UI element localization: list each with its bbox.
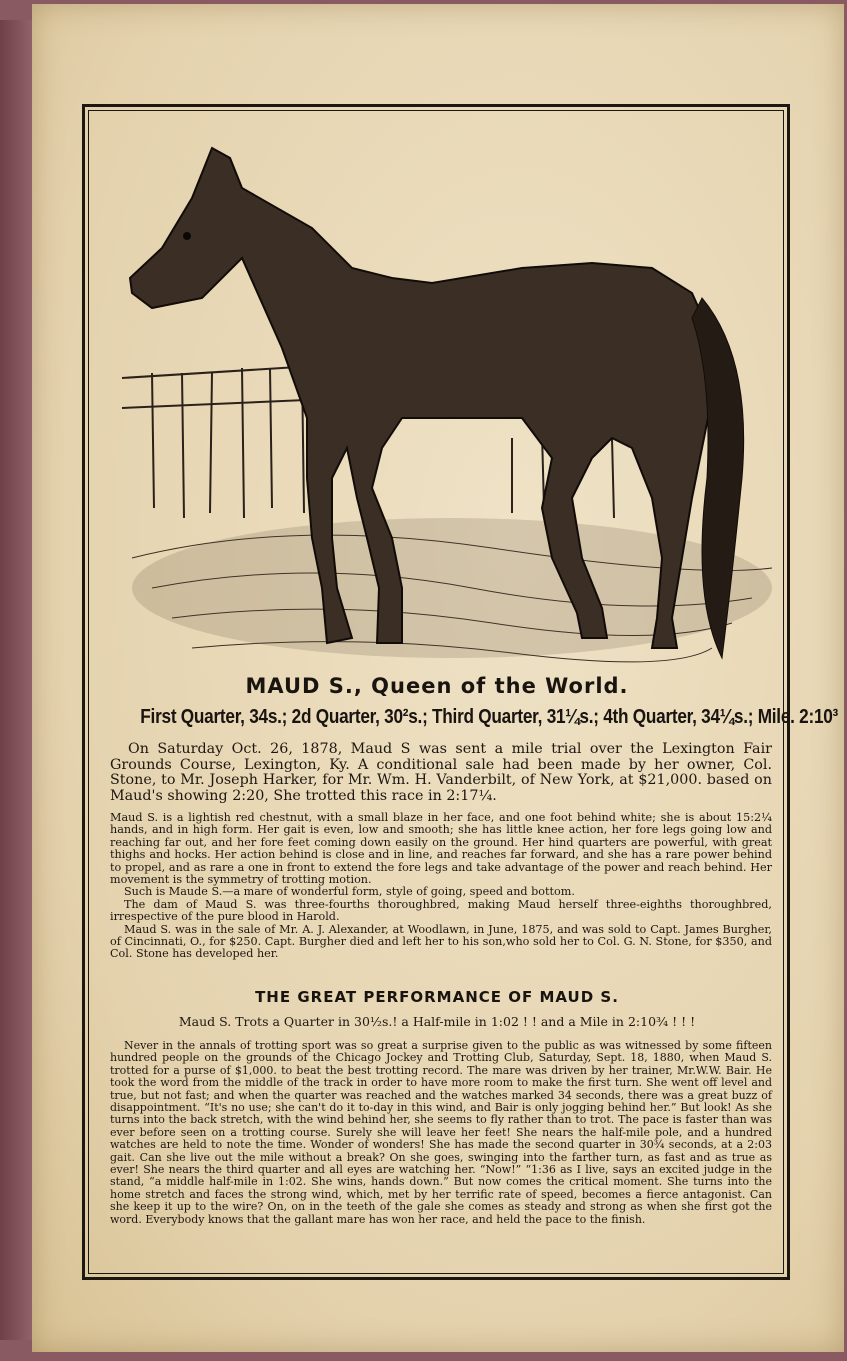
description-paragraph: The dam of Maud S. was three-fourths thoroughbred, making Maud herself three-eighths thoroughbred, irrespective of the pure blood in Harold.: [110, 897, 772, 924]
intro-paragraph: On Saturday Oct. 26, 1878, Maud S was sent a mile trial over the Lexington Fair Grounds Course, Lexington, Ky. A conditional sale had been made by her owner, Col. Stone, to Mr. Joseph Harker, for Mr. Wm. H. Vanderbilt, of New York, at $21,000. based on Maud's showing 2:20, She trotted this race in 2:17¼.: [110, 741, 772, 804]
description-section: [110, 812, 772, 961]
story-paragraph: Never in the annals of trotting sport was so great a surprise given to the public as was witnessed by some fifteen hundred people on the grounds of the Chicago Jockey and Trotting Club, Saturday, Sept. 18, 1880, when Maud S. trotted for a purse of $1,000. to beat the best trotting record. The mare was driven by her trainer, Mr.W.W. Bair. He took the word from the middle of the track in order to have more room to make the first turn. She went off level and true, but not fast; and when the quarter was reached and the watches marked 34 seconds, there was a great buzz of disappointment. “It's no use; she can't do it to-day in this wind, and Bair is only jogging behind her.” But look! As she turns into the back stretch, with the wind behind her, she seems to fly rather than to trot. The pace is faster than was ever before seen on a trotting course. Surely she will leave her feet! She nears the half-mile pole, and a hundred watches are held to note the time. Wonder of wonders! She has made the second quarter in 30¾ seconds, at a 2:03 gait. Can she live out the mile without a break? On she goes, swinging into the farther turn, as fast and as true as ever! She nears the third quarter and all eyes are watching her. “Now!” “1:36 as I live, says an excited judge in the stand, “a middle half-mile in 1:02. She wins, hands down.” But now comes the critical moment. She turns into the home stretch and faces the strong wind, which, met by her terrific rate of speed, becomes a fierce antagonist. Can she keep it up to the wire? On, on in the teeth of the gale she comes as steady and strong as when she first got the word. Everybody knows that the gallant mare has won her race, and held the pace to the finish.: [110, 1039, 772, 1226]
description-paragraph: Maud S. was in the sale of Mr. A. J. Alexander, at Woodlawn, in June, 1875, and was sold to Capt. James Burgher, of Cincinnati, O., for $250. Capt. Burgher died and left her to his son,who sold her to Col. G. N. Stone, for $350, and Col. Stone has developed her.: [110, 922, 772, 961]
page-title: MAUD S., Queen of the World.: [245, 674, 629, 698]
horse-illustration: [92, 118, 782, 670]
description-paragraph: Maud S. is a lightish red chestnut, with a small blaze in her face, and one foot behind white; she is about 15:2¼ hands, and in high form. Her gait is even, low and smooth; she has little knee action, her fore legs going low and reaching far out, and her fore feet coming down easily on the ground. Her hind quarters are powerful, with great thighs and hocks. Her action behind is close and in line, and reaches far forward, and she has a rare power behind to propel, and as rare a one in front to extend the fore legs and take advantage of the power and reach behind. Her movement is the symmetry of trotting motion.: [110, 811, 772, 887]
horse-eye: [183, 232, 191, 240]
section-title: THE GREAT PERFORMANCE OF MAUD S.: [255, 988, 619, 1006]
description-paragraph: Such is Maude S.—a mare of wonderful form, style of going, speed and bottom.: [124, 885, 575, 899]
quarter-times: First Quarter, 34s.; 2d Quarter, 30²s.; Third Quarter, 31¼s.; 4th Quarter, 34¼s.; Mile. 2:10³: [140, 706, 839, 728]
trots-summary: Maud S. Trots a Quarter in 30½s.! a Half-mile in 1:02 ! ! and a Mile in 2:10¾ ! ! !: [178, 1014, 696, 1029]
